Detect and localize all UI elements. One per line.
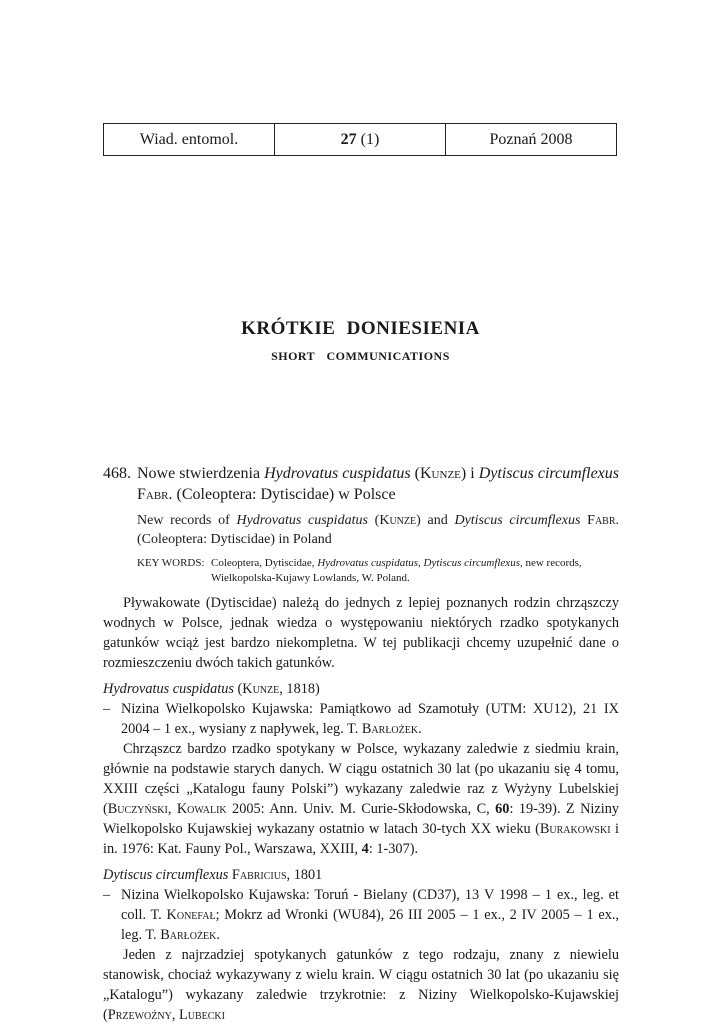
- body-text: Jeden z najrzadziej spotykanych gatunków z tego rodzaju, znany z niewielu stanowisk, chociaż wykazywany z wielu krain. W ciągu ostatnich 30 lat (po ukazaniu się „Katalogu”) wykazany zaledwie trzykrotnie: z Niziny Wielkopolsko-Kujawskiej (: [103, 947, 619, 1023]
- keyword-species: Dytiscus circumflexus: [423, 557, 520, 569]
- author-name: Kowalik: [176, 801, 227, 817]
- body-text: i in. 1976: Kat. Fauny Pol., Warszawa, XXIII,: [103, 821, 619, 857]
- species-name: Dytiscus circumflexus: [454, 513, 581, 528]
- title-text: Nowe stwierdzenia: [137, 465, 265, 482]
- author-name: Przewoźny: [107, 1007, 172, 1023]
- article: [103, 463, 619, 1025]
- title-text: ) and: [416, 513, 455, 528]
- keyword-text: , new records, Wielkopolska-Kujawy Lowlands, W. Poland.: [211, 557, 582, 584]
- author-name: Kunze: [242, 681, 280, 697]
- record-1: [103, 699, 619, 739]
- body-text: 2005: Ann. Univ. M. Curie-Skłodowska, C,: [226, 801, 496, 817]
- species-text: , 1818): [279, 681, 320, 697]
- journal-header: [103, 123, 617, 156]
- keyword-text: ,: [418, 557, 424, 569]
- volume-issue: [275, 124, 446, 155]
- collector-name: Barłożek: [160, 927, 217, 943]
- collector-name: Konefał: [166, 907, 216, 923]
- author-name: Fabr: [587, 513, 616, 528]
- body-text: ,: [171, 1007, 179, 1023]
- record-text: Nizina Wielkopolsko Kujawska: Pamiątkowo ad Szamotuły (UTM: XU12), 21 IX 2004 – 1 ex., wysiany z napływek, leg. T.: [121, 701, 619, 737]
- record-2: [103, 885, 619, 945]
- species-2-paragraph: [103, 945, 619, 1025]
- species-1-paragraph: [103, 739, 619, 859]
- volume-bold: 4: [361, 841, 369, 857]
- keywords-text: [211, 556, 619, 586]
- body-text: : 19-39). Z Niziny Wielkopolsko Kujawskiej wykazany ostatnio w latach 30-tych XX wieku (: [103, 801, 619, 837]
- section-title: KRÓTKIE DONIESIENIA: [241, 318, 480, 339]
- record-text: ; Mokrz ad Wronki (WU84), 26 III 2005 – 1 ex., 2 IV 2005 – 1 ex., leg. T.: [121, 907, 619, 943]
- section-subtitle: SHORT COMMUNICATIONS: [271, 349, 450, 363]
- journal-name-text: Wiad. entomol.: [139, 130, 239, 148]
- record-text: Nizina Wielkopolsko Kujawska: Toruń - Bielany (CD37), 13 V 1998 – 1 ex., leg. et coll. T.: [121, 887, 619, 923]
- record-text: .: [216, 927, 220, 943]
- author-name: Kunze: [420, 465, 461, 482]
- volume-bold: 60: [495, 801, 510, 817]
- body-text: : 1-307).: [368, 841, 419, 857]
- title-text: (: [367, 513, 380, 528]
- record-text: .: [418, 721, 422, 737]
- body-text: Chrząszcz bardzo rzadko spotykany w Polsce, wykazany zaledwie z siedmiu krain, głównie na podstawie starych danych. W ciągu ostatnich 30 lat (po ukazaniu się 4 tomu, XXIII części „Katalogu fauny Polski”) wykazany zaledwie raz z Wyżyny Lubelskiej (: [103, 741, 619, 817]
- author-name: Burakowski: [539, 821, 611, 837]
- keywords: [103, 556, 619, 586]
- title-text: ) i: [460, 465, 479, 482]
- title-text: (: [410, 465, 420, 482]
- article-title-en: [103, 511, 619, 549]
- species-text: , 1801: [286, 867, 323, 883]
- keyword-text: Coleoptera, Dytiscidae,: [211, 557, 318, 569]
- species-name: Hydrovatus cuspidatus: [236, 513, 368, 528]
- article-title-pl: [103, 463, 619, 505]
- author-name: Kunze: [379, 513, 417, 528]
- keyword-species: Hydrovatus cuspidatus: [317, 557, 419, 569]
- place-year: [446, 124, 616, 155]
- record-dash: –: [103, 701, 111, 717]
- keywords-label: KEY WORDS:: [137, 557, 205, 569]
- volume-number: 27: [340, 130, 357, 148]
- species-heading-1: [103, 679, 619, 699]
- species-name: Hydrovatus cuspidatus: [103, 681, 234, 697]
- species-name: Dytiscus circumflexus: [478, 465, 619, 482]
- intro-paragraph: Pływakowate (Dytiscidae) należą do jednych z lepiej poznanych rodzin chrząszczy wodnych w Polsce, jednak wiedza o występowaniu niektórych rzadko spotykanych gatunków wciąż jest bardzo niekompletna. W tej publikacji chcemy uzupełnić dane o rozmieszczeniu dwóch takich gatunków.: [103, 595, 619, 671]
- species-name: Hydrovatus cuspidatus: [264, 465, 411, 482]
- author-name: Fabricius: [231, 867, 287, 883]
- author-name: Lubecki: [178, 1007, 225, 1023]
- title-text: . (Coleoptera: Dytiscidae) in Poland: [137, 513, 620, 547]
- issue-number: (1): [360, 130, 380, 148]
- body-text: ,: [167, 801, 177, 817]
- species-text: (: [233, 681, 243, 697]
- article-number: 468.: [103, 465, 131, 482]
- title-text: New records of: [137, 513, 237, 528]
- collector-name: Barłożek: [361, 721, 419, 737]
- species-name: Dytiscus circumflexus: [103, 867, 229, 883]
- author-name: Fabr: [137, 486, 169, 503]
- species-heading-2: [103, 865, 619, 885]
- title-text: . (Coleoptera: Dytiscidae) w Polsce: [168, 486, 396, 503]
- author-name: Buczyński: [107, 801, 168, 817]
- record-dash: –: [103, 887, 111, 903]
- journal-name: [104, 124, 275, 155]
- place-year-text: Poznań 2008: [489, 130, 573, 148]
